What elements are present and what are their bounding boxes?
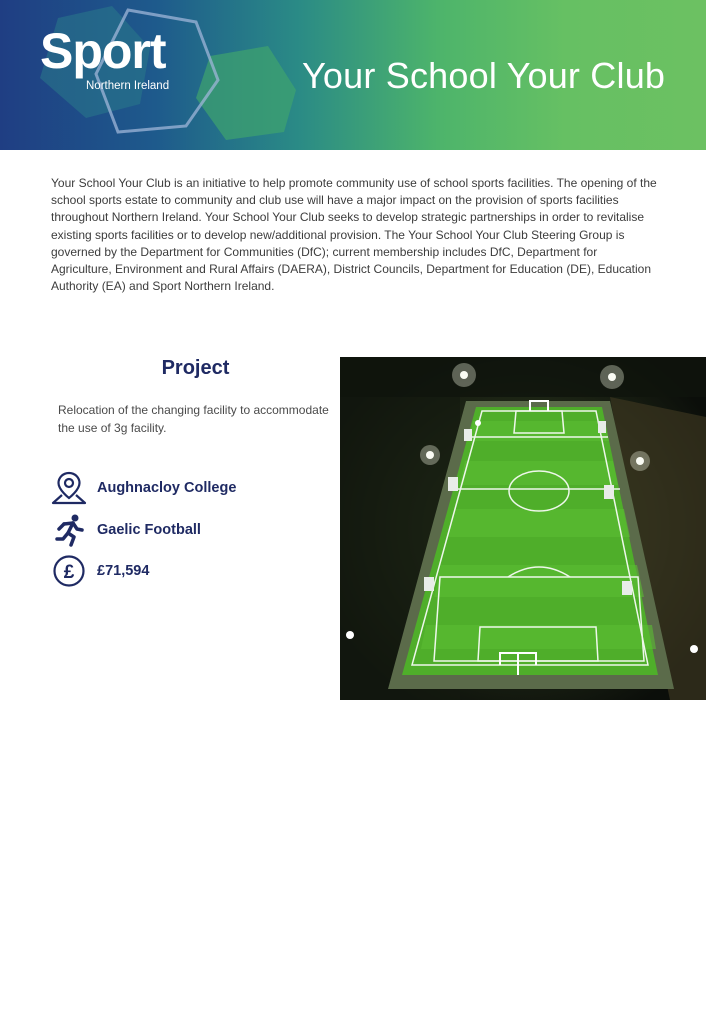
school-name: Aughnacloy College [97, 480, 237, 496]
project-heading: Project [161, 357, 230, 379]
map-pin-icon [50, 470, 88, 506]
sport-name: Gaelic Football [97, 522, 201, 538]
pitch-photo [340, 357, 706, 700]
sport-row [50, 512, 201, 548]
location-row [50, 470, 236, 506]
runner-icon [50, 512, 88, 548]
page-header [0, 0, 706, 150]
amount-row [50, 553, 149, 589]
funding-amount: £71,594 [97, 563, 150, 579]
logo-wordmark: Sport [40, 23, 166, 79]
project-description: Relocation of the changing facility to accommodate the use of 3g facility. [58, 403, 329, 435]
svg-text:£: £ [63, 562, 75, 583]
pound-coin-icon [50, 553, 88, 589]
logo-subtitle: Northern Ireland [86, 80, 170, 92]
intro-paragraph: Your School Your Club is an initiative to help promote community use of school sports facilities. The opening of the school sports estate to community and club use will have a major impact on the provision of sports facilities throughout Northern Ireland. Your School Your Club seeks to develop strategic partnerships in order to revitalise existing sports facilities or to develop new/additional provision. The Your School Your Club Steering Group is governed by the Department for Communities (DfC); current membership includes DfC, Department for Agriculture, Environment and Rural Affairs (DAERA), District Councils, Department for Education (DE), Education Authority (EA) and Sport Northern Ireland. [51, 176, 657, 294]
page-title: Your School Your Club [302, 55, 666, 96]
